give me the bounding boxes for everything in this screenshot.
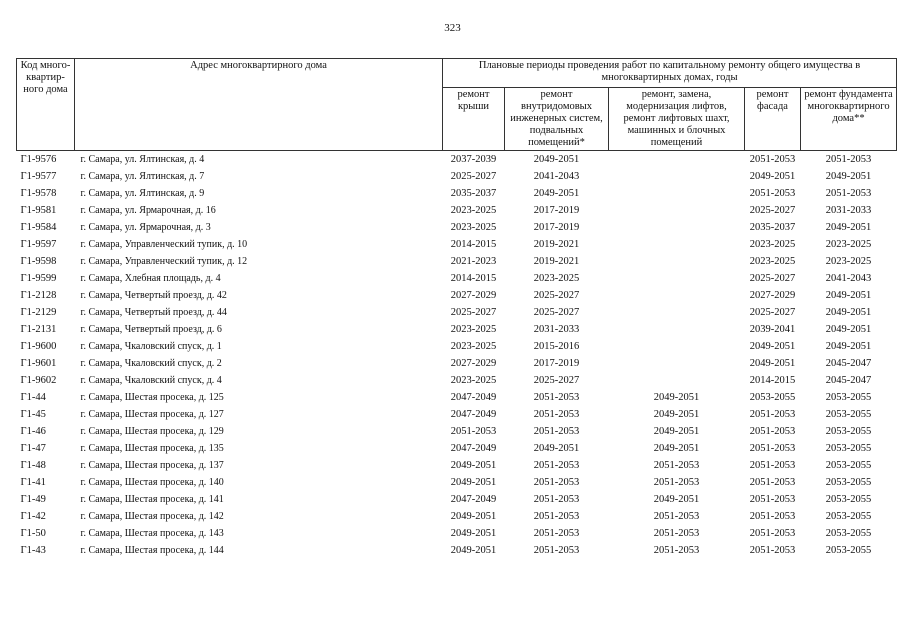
cell-roof: 2051-2053 (450, 426, 497, 437)
cell-address: г. Самара, Четвертый проезд, д. 44 (80, 307, 227, 318)
table-row (17, 491, 897, 508)
cell-engineering: 2017-2019 (533, 222, 580, 233)
cell-address: г. Самара, Чкаловский спуск, д. 2 (80, 358, 222, 369)
cell-engineering: 2041-2043 (533, 171, 580, 182)
cell-lifts: 2049-2051 (653, 409, 700, 420)
cell-facade: 2049-2051 (749, 341, 796, 352)
cell-code: Г1-9602 (20, 375, 57, 386)
table-row (17, 287, 897, 304)
cell-code: Г1-9576 (20, 154, 57, 165)
table-row (17, 219, 897, 236)
cell-address: г. Самара, Шестая просека, д. 140 (80, 477, 224, 488)
cell-facade: 2051-2053 (749, 528, 796, 539)
cell-address: г. Самара, Четвертый проезд, д. 6 (80, 324, 222, 335)
cell-code: Г1-9581 (20, 205, 57, 216)
cell-facade: 2051-2053 (749, 409, 796, 420)
cell-facade: 2027-2029 (749, 290, 796, 301)
cell-address: г. Самара, ул. Ялтинская, д. 4 (80, 154, 205, 165)
cell-facade: 2023-2025 (749, 239, 796, 250)
cell-roof: 2035-2037 (450, 188, 497, 199)
cell-code: Г1-41 (20, 477, 46, 488)
cell-foundation: 2049-2051 (825, 341, 872, 352)
table-row (17, 406, 897, 423)
cell-facade: 2051-2053 (749, 154, 796, 165)
cell-facade: 2039-2041 (749, 324, 796, 335)
table-row (17, 168, 897, 185)
cell-roof: 2049-2051 (450, 545, 497, 556)
cell-address: г. Самара, Шестая просека, д. 135 (80, 443, 224, 454)
cell-facade: 2023-2025 (749, 256, 796, 267)
cell-code: Г1-9577 (20, 171, 57, 182)
cell-address: г. Самара, Чкаловский спуск, д. 4 (80, 375, 222, 386)
cell-code: Г1-9597 (20, 239, 57, 250)
cell-facade: 2053-2055 (749, 392, 796, 403)
cell-foundation: 2031-2033 (825, 205, 872, 216)
cell-lifts (609, 253, 745, 270)
cell-roof: 2049-2051 (450, 528, 497, 539)
cell-foundation: 2053-2055 (825, 443, 872, 454)
cell-facade: 2025-2027 (749, 205, 796, 216)
cell-engineering: 2051-2053 (533, 409, 580, 420)
cell-engineering: 2017-2019 (533, 358, 580, 369)
cell-roof: 2047-2049 (450, 443, 497, 454)
cell-roof: 2027-2029 (450, 358, 497, 369)
cell-foundation: 2053-2055 (825, 392, 872, 403)
cell-lifts: 2051-2053 (653, 511, 700, 522)
cell-roof: 2023-2025 (450, 375, 497, 386)
cell-address: г. Самара, Шестая просека, д. 137 (80, 460, 224, 471)
cell-address: г. Самара, Четвертый проезд, д. 42 (80, 290, 227, 301)
cell-lifts: 2051-2053 (653, 528, 700, 539)
table-row (17, 389, 897, 406)
cell-lifts: 2049-2051 (653, 443, 700, 454)
cell-facade: 2051-2053 (749, 188, 796, 199)
cell-engineering: 2051-2053 (533, 528, 580, 539)
cell-address: г. Самара, Хлебная площадь, д. 4 (80, 273, 221, 284)
cell-roof: 2023-2025 (450, 324, 497, 335)
cell-code: Г1-9599 (20, 273, 57, 284)
table-row (17, 253, 897, 270)
cell-foundation: 2051-2053 (825, 188, 872, 199)
cell-facade: 2049-2051 (749, 171, 796, 182)
table-row (17, 525, 897, 542)
cell-facade: 2051-2053 (749, 477, 796, 488)
cell-engineering: 2051-2053 (533, 545, 580, 556)
cell-roof: 2047-2049 (450, 494, 497, 505)
cell-foundation: 2023-2025 (825, 256, 872, 267)
cell-engineering: 2017-2019 (533, 205, 580, 216)
cell-code: Г1-9601 (20, 358, 57, 369)
table-row (17, 151, 897, 169)
cell-address: г. Самара, Шестая просека, д. 144 (80, 545, 224, 556)
cell-foundation: 2049-2051 (825, 222, 872, 233)
table-row (17, 474, 897, 491)
cell-code: Г1-2128 (20, 290, 57, 301)
cell-engineering: 2051-2053 (533, 477, 580, 488)
cell-roof: 2025-2027 (450, 307, 497, 318)
cell-code: Г1-48 (20, 460, 46, 471)
cell-facade: 2051-2053 (749, 460, 796, 471)
cell-code: Г1-50 (20, 528, 46, 539)
cell-roof: 2049-2051 (450, 477, 497, 488)
cell-roof: 2023-2025 (450, 341, 497, 352)
cell-code: Г1-9578 (20, 188, 57, 199)
cell-facade: 2051-2053 (749, 494, 796, 505)
cell-foundation: 2053-2055 (825, 511, 872, 522)
table-row (17, 202, 897, 219)
cell-code: Г1-43 (20, 545, 46, 556)
cell-lifts: 2049-2051 (653, 494, 700, 505)
cell-foundation: 2041-2043 (825, 273, 872, 284)
cell-facade: 2025-2027 (749, 307, 796, 318)
cell-roof: 2021-2023 (450, 256, 497, 267)
cell-facade: 2051-2053 (749, 511, 796, 522)
cell-engineering: 2023-2025 (533, 273, 580, 284)
cell-lifts: 2051-2053 (653, 460, 700, 471)
cell-engineering: 2019-2021 (533, 256, 580, 267)
cell-engineering: 2049-2051 (533, 154, 580, 165)
cell-facade: 2049-2051 (749, 358, 796, 369)
table-row (17, 321, 897, 338)
cell-foundation: 2023-2025 (825, 239, 872, 250)
cell-lifts (609, 202, 745, 219)
cell-roof: 2025-2027 (450, 171, 497, 182)
cell-foundation: 2049-2051 (825, 307, 872, 318)
table-header (17, 59, 897, 151)
cell-foundation: 2053-2055 (825, 426, 872, 437)
cell-lifts: 2049-2051 (653, 392, 700, 403)
cell-lifts (609, 270, 745, 287)
cell-roof: 2037-2039 (450, 154, 497, 165)
cell-lifts (609, 304, 745, 321)
cell-foundation: 2049-2051 (825, 171, 872, 182)
cell-address: г. Самара, Шестая просека, д. 129 (80, 426, 224, 437)
cell-engineering: 2049-2051 (533, 188, 580, 199)
cell-address: г. Самара, Шестая просека, д. 142 (80, 511, 224, 522)
table-row (17, 423, 897, 440)
cell-address: г. Самара, ул. Ялтинская, д. 7 (80, 171, 205, 182)
cell-facade: 2051-2053 (749, 426, 796, 437)
cell-address: г. Самара, ул. Ярмарочная, д. 16 (80, 205, 216, 216)
cell-lifts (609, 236, 745, 253)
cell-lifts (609, 287, 745, 304)
cell-foundation: 2053-2055 (825, 477, 872, 488)
cell-foundation: 2045-2047 (825, 358, 872, 369)
cell-engineering: 2051-2053 (533, 460, 580, 471)
cell-roof: 2014-2015 (450, 273, 497, 284)
repair-schedule-table (16, 58, 897, 559)
header-facade: ремонт фасада (745, 88, 801, 151)
page-number: 323 (444, 22, 461, 34)
cell-foundation: 2053-2055 (825, 528, 872, 539)
cell-foundation: 2051-2053 (825, 154, 872, 165)
cell-foundation: 2045-2047 (825, 375, 872, 386)
cell-code: Г1-44 (20, 392, 46, 403)
cell-engineering: 2015-2016 (533, 341, 580, 352)
cell-lifts (609, 168, 745, 185)
header-lifts: ремонт, замена, модернизация лифтов, ремонт лифтовых шахт, машинных и блочных помещений (609, 88, 745, 151)
document-sheet (16, 58, 896, 559)
header-code: Код много-квартир-ного дома (17, 59, 75, 151)
table-row (17, 372, 897, 389)
cell-foundation: 2053-2055 (825, 409, 872, 420)
cell-facade: 2025-2027 (749, 273, 796, 284)
cell-lifts (609, 185, 745, 202)
cell-roof: 2014-2015 (450, 239, 497, 250)
cell-facade: 2051-2053 (749, 545, 796, 556)
cell-code: Г1-45 (20, 409, 46, 420)
cell-engineering: 2025-2027 (533, 375, 580, 386)
header-roof: ремонт крыши (443, 88, 505, 151)
table-row (17, 457, 897, 474)
header-address: Адрес многоквартирного дома (75, 59, 443, 151)
cell-code: Г1-49 (20, 494, 46, 505)
cell-lifts (609, 372, 745, 389)
cell-address: г. Самара, Шестая просека, д. 141 (80, 494, 224, 505)
cell-engineering: 2025-2027 (533, 307, 580, 318)
header-engineering: ремонт внутридомовых инженерных систем, подвальных помещений* (505, 88, 609, 151)
cell-lifts (609, 321, 745, 338)
table-body (17, 151, 897, 560)
table-row (17, 270, 897, 287)
cell-code: Г1-2131 (20, 324, 57, 335)
cell-facade: 2051-2053 (749, 443, 796, 454)
cell-code: Г1-46 (20, 426, 46, 437)
cell-lifts (609, 219, 745, 236)
cell-facade: 2014-2015 (749, 375, 796, 386)
cell-address: г. Самара, Шестая просека, д. 127 (80, 409, 224, 420)
cell-code: Г1-9598 (20, 256, 57, 267)
cell-code: Г1-42 (20, 511, 46, 522)
cell-engineering: 2031-2033 (533, 324, 580, 335)
cell-foundation: 2049-2051 (825, 290, 872, 301)
cell-engineering: 2051-2053 (533, 392, 580, 403)
cell-code: Г1-47 (20, 443, 46, 454)
cell-code: Г1-9584 (20, 222, 57, 233)
cell-engineering: 2051-2053 (533, 511, 580, 522)
table-row (17, 542, 897, 559)
cell-roof: 2023-2025 (450, 205, 497, 216)
cell-lifts (609, 355, 745, 372)
cell-engineering: 2019-2021 (533, 239, 580, 250)
table-row (17, 355, 897, 372)
cell-lifts (609, 338, 745, 355)
cell-code: Г1-9600 (20, 341, 57, 352)
cell-foundation: 2053-2055 (825, 460, 872, 471)
table-row (17, 508, 897, 525)
cell-lifts (609, 151, 745, 169)
cell-address: г. Самара, Шестая просека, д. 143 (80, 528, 224, 539)
table-row (17, 440, 897, 457)
cell-engineering: 2025-2027 (533, 290, 580, 301)
table-row (17, 236, 897, 253)
cell-roof: 2047-2049 (450, 409, 497, 420)
cell-foundation: 2049-2051 (825, 324, 872, 335)
cell-address: г. Самара, Шестая просека, д. 125 (80, 392, 224, 403)
cell-roof: 2047-2049 (450, 392, 497, 403)
cell-facade: 2035-2037 (749, 222, 796, 233)
cell-address: г. Самара, Чкаловский спуск, д. 1 (80, 341, 222, 352)
cell-address: г. Самара, Управленческий тупик, д. 12 (80, 256, 248, 267)
cell-lifts: 2051-2053 (653, 545, 700, 556)
cell-roof: 2049-2051 (450, 460, 497, 471)
header-foundation: ремонт фундамента многоквартирного дома** (801, 88, 897, 151)
cell-lifts: 2051-2053 (653, 477, 700, 488)
cell-roof: 2049-2051 (450, 511, 497, 522)
cell-roof: 2023-2025 (450, 222, 497, 233)
table-row (17, 185, 897, 202)
cell-engineering: 2049-2051 (533, 443, 580, 454)
cell-engineering: 2051-2053 (533, 426, 580, 437)
cell-engineering: 2051-2053 (533, 494, 580, 505)
cell-roof: 2027-2029 (450, 290, 497, 301)
cell-lifts: 2049-2051 (653, 426, 700, 437)
cell-address: г. Самара, Управленческий тупик, д. 10 (80, 239, 248, 250)
table-row (17, 338, 897, 355)
cell-foundation: 2053-2055 (825, 545, 872, 556)
table-row (17, 304, 897, 321)
cell-foundation: 2053-2055 (825, 494, 872, 505)
cell-address: г. Самара, ул. Ярмарочная, д. 3 (80, 222, 211, 233)
cell-address: г. Самара, ул. Ялтинская, д. 9 (80, 188, 205, 199)
header-periods-group: Плановые периоды проведения работ по капитальному ремонту общего имущества в многоквартирных домах, годы (443, 59, 897, 88)
cell-code: Г1-2129 (20, 307, 57, 318)
